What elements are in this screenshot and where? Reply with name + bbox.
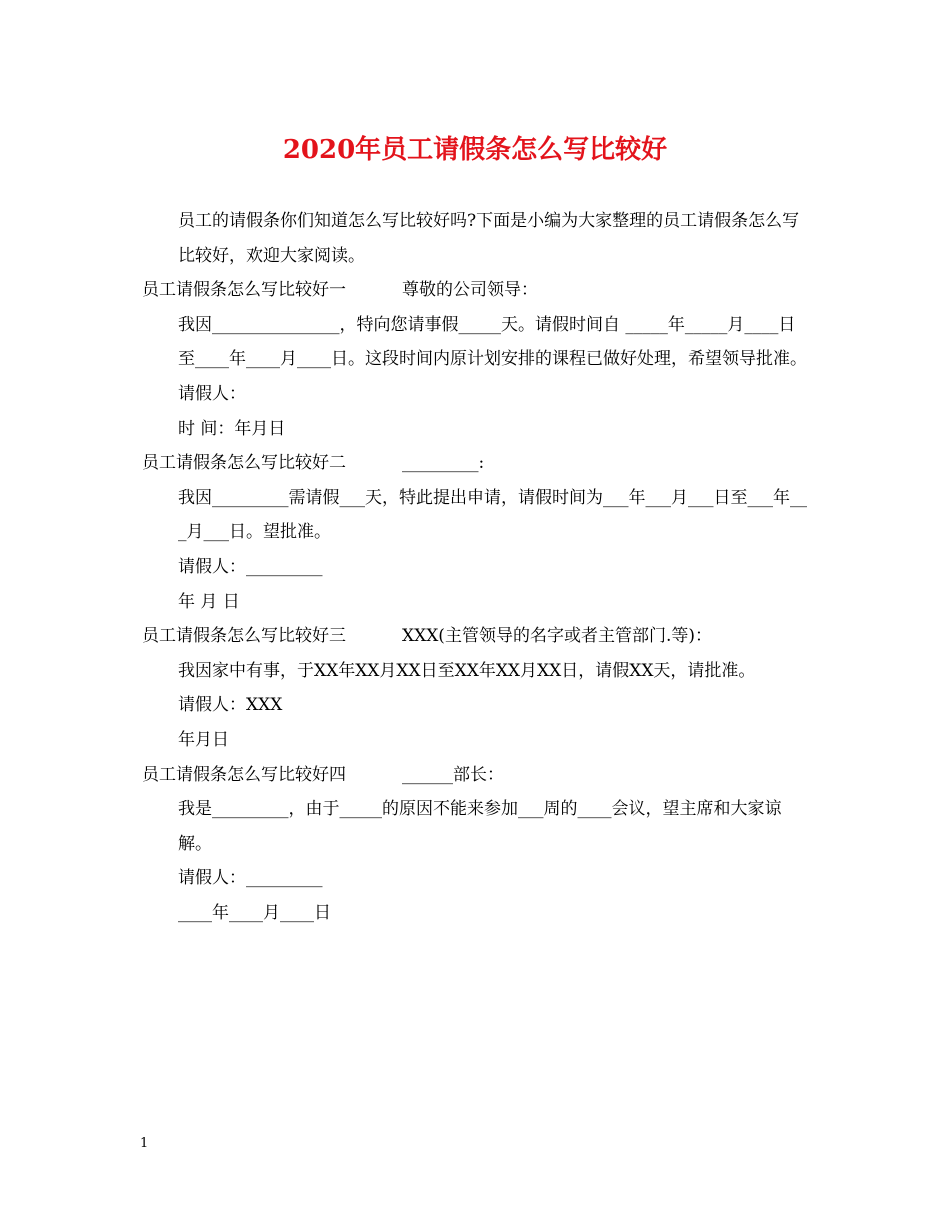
section-4-heading: 员工请假条怎么写比较好四	[142, 764, 346, 785]
section-2-salutation: _________:	[402, 453, 485, 474]
section-4-salutation: ______部长：	[402, 764, 504, 785]
section-2-body: 我因_________需请假___天，特此提出申请，请假时间为___年___月___日至___年___月___日。望批准。	[178, 487, 807, 543]
section-1-date: 时 间：年月日	[178, 418, 286, 439]
section-1-salutation: 尊敬的公司领导：	[402, 280, 538, 301]
page-number: 1	[140, 1136, 149, 1151]
section-1-body: 我因_______________，特向您请事假_____天。请假时间自 _____年_____月____日至____年____月____日。这段时间内原计划安排的课程已做好处理，希望领导批准。	[178, 314, 807, 370]
section-1-heading-line	[142, 273, 812, 308]
section-3-salutation: XXX(主管领导的名字或者主管部门.等)：	[402, 626, 712, 647]
section-4-signer: 请假人：_________	[178, 868, 323, 889]
section-1-heading: 员工请假条怎么写比较好一	[142, 280, 346, 301]
document-title: 2020年员工请假条怎么写比较好	[282, 135, 668, 165]
section-4-date: ____年____月____日	[178, 902, 331, 923]
section-3-heading-line	[142, 619, 812, 654]
section-2-heading-line	[142, 446, 812, 481]
section-2-heading: 员工请假条怎么写比较好二	[142, 453, 346, 474]
section-2-date: 年 月 日	[178, 591, 240, 612]
section-3-heading: 员工请假条怎么写比较好三	[142, 626, 346, 647]
section-4-heading-line	[142, 758, 812, 793]
section-2-signer: 请假人：_________	[178, 556, 323, 577]
intro-paragraph: 员工的请假条你们知道怎么写比较好吗?下面是小编为大家整理的员工请假条怎么写比较好，欢迎大家阅读。	[178, 211, 800, 266]
section-3-signer: 请假人：XXX	[178, 695, 283, 716]
section-1-signer: 请假人：	[178, 383, 246, 404]
document-body	[142, 204, 812, 930]
section-4-body: 我是_________，由于_____的原因不能来参加___周的____会议，望主席和大家谅解。	[178, 799, 782, 854]
section-3-date: 年月日	[178, 729, 229, 750]
section-3-body: 我因家中有事，于XX年XX月XX日至XX年XX月XX日，请假XX天，请批准。	[178, 660, 756, 681]
